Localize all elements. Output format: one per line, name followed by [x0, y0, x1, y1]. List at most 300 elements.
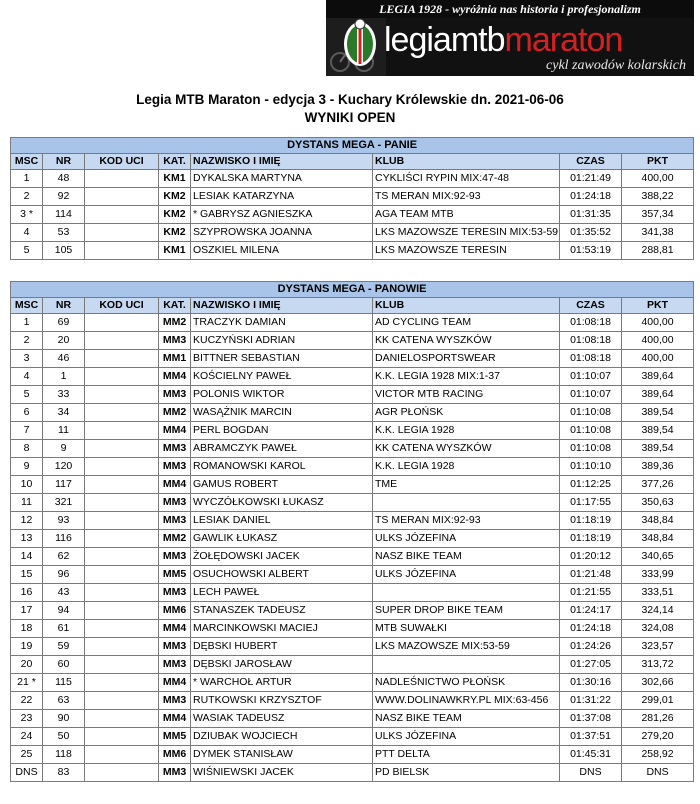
cell-msc: DNS — [11, 764, 43, 782]
cell-pkt: 389,36 — [622, 458, 694, 476]
cell-msc: 3 — [11, 350, 43, 368]
cell-name: WASIAK TADEUSZ — [191, 710, 373, 728]
cell-name: * WARCHOŁ ARTUR — [191, 674, 373, 692]
cell-czas: 01:24:17 — [560, 602, 622, 620]
column-header-klub: KLUB — [373, 298, 560, 314]
cell-czas: 01:45:31 — [560, 746, 622, 764]
cell-pkt: 400,00 — [622, 170, 694, 188]
cell-klub: K.K. LEGIA 1928 — [373, 458, 560, 476]
table-row — [11, 386, 694, 404]
cell-msc: 7 — [11, 422, 43, 440]
cell-msc: 24 — [11, 728, 43, 746]
cell-nr: 115 — [43, 674, 85, 692]
cell-czas: 01:12:25 — [560, 476, 622, 494]
cell-czas: 01:21:48 — [560, 566, 622, 584]
cell-msc: 5 — [11, 242, 43, 260]
cell-pkt: 281,26 — [622, 710, 694, 728]
cell-klub: MTB SUWAŁKI — [373, 620, 560, 638]
cell-name: DĘBSKI HUBERT — [191, 638, 373, 656]
table-row — [11, 620, 694, 638]
cell-nr: 93 — [43, 512, 85, 530]
table-row — [11, 530, 694, 548]
cell-kat: MM3 — [159, 548, 191, 566]
cell-name: DYKALSKA MARTYNA — [191, 170, 373, 188]
cell-kod — [85, 584, 159, 602]
cell-pkt: 350,63 — [622, 494, 694, 512]
column-header-pkt: PKT — [622, 154, 694, 170]
cell-klub — [373, 656, 560, 674]
cell-klub: NASZ BIKE TEAM — [373, 548, 560, 566]
cell-czas: 01:10:10 — [560, 458, 622, 476]
cell-nr: 33 — [43, 386, 85, 404]
cell-pkt: 400,00 — [622, 350, 694, 368]
cell-kod — [85, 674, 159, 692]
cell-msc: 13 — [11, 530, 43, 548]
cell-czas: 01:10:08 — [560, 404, 622, 422]
results-table-women — [10, 137, 694, 260]
column-header-kat: KAT. — [159, 298, 191, 314]
cell-pkt: 389,54 — [622, 440, 694, 458]
cell-msc: 22 — [11, 692, 43, 710]
cell-pkt: 333,51 — [622, 584, 694, 602]
cell-kod — [85, 746, 159, 764]
cell-pkt: 389,64 — [622, 368, 694, 386]
cell-msc: 14 — [11, 548, 43, 566]
cell-name: GAWLIK ŁUKASZ — [191, 530, 373, 548]
cell-czas: 01:10:08 — [560, 422, 622, 440]
cell-czas: 01:08:18 — [560, 332, 622, 350]
cell-kod — [85, 710, 159, 728]
cell-klub: NASZ BIKE TEAM — [373, 710, 560, 728]
cell-czas: 01:10:08 — [560, 440, 622, 458]
cell-czas: 01:37:51 — [560, 728, 622, 746]
cell-nr: 9 — [43, 440, 85, 458]
cell-msc: 20 — [11, 656, 43, 674]
cell-czas: 01:10:07 — [560, 386, 622, 404]
table-row — [11, 404, 694, 422]
cell-name: ROMANOWSKI KAROL — [191, 458, 373, 476]
cell-kod — [85, 602, 159, 620]
cell-klub: WWW.DOLINAWKRY.PL MIX:63-456 — [373, 692, 560, 710]
cell-msc: 25 — [11, 746, 43, 764]
cell-nr: 69 — [43, 314, 85, 332]
cell-nr: 83 — [43, 764, 85, 782]
cell-pkt: 258,92 — [622, 746, 694, 764]
section-title: DYSTANS MEGA - PANOWIE — [11, 282, 694, 298]
cell-czas: DNS — [560, 764, 622, 782]
cell-kat: MM3 — [159, 692, 191, 710]
cell-klub: KK CATENA WYSZKÓW — [373, 440, 560, 458]
cell-name: ABRAMCZYK PAWEŁ — [191, 440, 373, 458]
cell-nr: 321 — [43, 494, 85, 512]
table-row — [11, 710, 694, 728]
cell-kat: KM2 — [159, 188, 191, 206]
cell-kod — [85, 530, 159, 548]
cell-czas: 01:31:22 — [560, 692, 622, 710]
cell-nr: 94 — [43, 602, 85, 620]
cell-kat: MM6 — [159, 746, 191, 764]
cell-kat: MM3 — [159, 458, 191, 476]
cell-nr: 92 — [43, 188, 85, 206]
cell-nr: 53 — [43, 224, 85, 242]
cell-kod — [85, 512, 159, 530]
cell-msc: 11 — [11, 494, 43, 512]
cell-kat: KM1 — [159, 242, 191, 260]
cell-kod — [85, 386, 159, 404]
cell-czas: 01:08:18 — [560, 350, 622, 368]
cell-name: PERL BOGDAN — [191, 422, 373, 440]
cell-kod — [85, 638, 159, 656]
cell-msc: 19 — [11, 638, 43, 656]
cell-nr: 96 — [43, 566, 85, 584]
cell-pkt: 333,99 — [622, 566, 694, 584]
cell-klub: AGR PŁOŃSK — [373, 404, 560, 422]
cell-kat: MM4 — [159, 422, 191, 440]
table-row — [11, 368, 694, 386]
cell-name: OSZKIEL MILENA — [191, 242, 373, 260]
cell-kat: MM3 — [159, 584, 191, 602]
table-row — [11, 422, 694, 440]
cell-msc: 2 — [11, 332, 43, 350]
cell-pkt: 348,84 — [622, 530, 694, 548]
cell-klub: LKS MAZOWSZE MIX:53-59 — [373, 638, 560, 656]
cell-name: OSUCHOWSKI ALBERT — [191, 566, 373, 584]
table-row — [11, 314, 694, 332]
cell-czas: 01:10:07 — [560, 368, 622, 386]
cell-nr: 105 — [43, 242, 85, 260]
cell-msc: 8 — [11, 440, 43, 458]
cell-name: * GABRYSZ AGNIESZKA — [191, 206, 373, 224]
results-table-men — [10, 281, 694, 782]
cell-klub: TS MERAN MIX:92-93 — [373, 512, 560, 530]
cell-kod — [85, 206, 159, 224]
table-row — [11, 656, 694, 674]
cell-msc: 4 — [11, 224, 43, 242]
banner-tagline: LEGIA 1928 - wyróżnia nas historia i profesjonalizm — [379, 2, 641, 16]
cell-nr: 43 — [43, 584, 85, 602]
cell-klub: K.K. LEGIA 1928 MIX:1-37 — [373, 368, 560, 386]
cell-kat: MM6 — [159, 602, 191, 620]
cell-kod — [85, 476, 159, 494]
cell-kat: MM5 — [159, 566, 191, 584]
column-header-kat: KAT. — [159, 154, 191, 170]
cell-nr: 59 — [43, 638, 85, 656]
cell-kod — [85, 242, 159, 260]
cell-nr: 114 — [43, 206, 85, 224]
cell-kod — [85, 440, 159, 458]
cell-msc: 15 — [11, 566, 43, 584]
cell-msc: 5 — [11, 386, 43, 404]
cell-klub: LKS MAZOWSZE TERESIN — [373, 242, 560, 260]
cell-czas: 01:35:52 — [560, 224, 622, 242]
cell-pkt: 388,22 — [622, 188, 694, 206]
cell-klub — [373, 584, 560, 602]
cell-msc: 4 — [11, 368, 43, 386]
cell-czas: 01:21:55 — [560, 584, 622, 602]
cell-klub: AD CYCLING TEAM — [373, 314, 560, 332]
cell-msc: 6 — [11, 404, 43, 422]
cell-klub: ULKS JÓZEFINA — [373, 530, 560, 548]
cell-kod — [85, 188, 159, 206]
cell-klub: VICTOR MTB RACING — [373, 386, 560, 404]
cell-pkt: 288,81 — [622, 242, 694, 260]
cell-czas: 01:24:18 — [560, 620, 622, 638]
table-row — [11, 206, 694, 224]
cell-czas: 01:31:35 — [560, 206, 622, 224]
cell-kod — [85, 620, 159, 638]
table-row — [11, 224, 694, 242]
cell-czas: 01:24:18 — [560, 188, 622, 206]
cell-name: MARCINKOWSKI MACIEJ — [191, 620, 373, 638]
cell-nr: 90 — [43, 710, 85, 728]
cell-msc: 23 — [11, 710, 43, 728]
column-header-name: NAZWISKO I IMIĘ — [191, 298, 373, 314]
cell-kat: MM2 — [159, 314, 191, 332]
table-row — [11, 494, 694, 512]
cell-kod — [85, 656, 159, 674]
document-title: Legia MTB Maraton - edycja 3 - Kuchary Królewskie dn. 2021-06-06 — [136, 92, 564, 107]
cell-name: LECH PAWEŁ — [191, 584, 373, 602]
table-row — [11, 332, 694, 350]
cell-nr: 63 — [43, 692, 85, 710]
cell-name: TRACZYK DAMIAN — [191, 314, 373, 332]
cell-czas: 01:20:12 — [560, 548, 622, 566]
cell-kod — [85, 692, 159, 710]
cell-klub: TS MERAN MIX:92-93 — [373, 188, 560, 206]
cell-msc: 10 — [11, 476, 43, 494]
table-row — [11, 242, 694, 260]
cell-pkt: 341,38 — [622, 224, 694, 242]
cell-klub: K.K. LEGIA 1928 — [373, 422, 560, 440]
cell-kat: MM3 — [159, 332, 191, 350]
cell-pkt: 389,54 — [622, 404, 694, 422]
cell-msc: 18 — [11, 620, 43, 638]
cell-czas: 01:17:55 — [560, 494, 622, 512]
cell-pkt: 400,00 — [622, 314, 694, 332]
cell-name: KUCZYŃSKI ADRIAN — [191, 332, 373, 350]
cell-czas: 01:30:16 — [560, 674, 622, 692]
cell-kat: MM2 — [159, 530, 191, 548]
cell-kod — [85, 494, 159, 512]
cell-kod — [85, 566, 159, 584]
cell-msc: 16 — [11, 584, 43, 602]
cell-kat: KM2 — [159, 206, 191, 224]
cell-klub: PD BIELSK — [373, 764, 560, 782]
cell-kat: MM2 — [159, 404, 191, 422]
cell-pkt: 389,64 — [622, 386, 694, 404]
cell-pkt: 324,08 — [622, 620, 694, 638]
cell-czas: 01:18:19 — [560, 530, 622, 548]
cell-kat: MM4 — [159, 674, 191, 692]
cell-pkt: 324,14 — [622, 602, 694, 620]
cell-czas: 01:18:19 — [560, 512, 622, 530]
cell-kat: MM4 — [159, 710, 191, 728]
banner-subtitle: cykl zawodów kolarskich — [546, 58, 686, 73]
table-row — [11, 170, 694, 188]
cell-kat: MM3 — [159, 494, 191, 512]
cell-kod — [85, 764, 159, 782]
cell-nr: 62 — [43, 548, 85, 566]
cell-nr: 50 — [43, 728, 85, 746]
cell-czas: 01:24:26 — [560, 638, 622, 656]
section-title: DYSTANS MEGA - PANIE — [11, 138, 694, 154]
cell-kod — [85, 350, 159, 368]
cell-kat: MM3 — [159, 764, 191, 782]
cell-pkt: 313,72 — [622, 656, 694, 674]
cell-msc: 2 — [11, 188, 43, 206]
cell-pkt: 299,01 — [622, 692, 694, 710]
cell-klub: NADLEŚNICTWO PŁOŃSK — [373, 674, 560, 692]
cell-kat: MM3 — [159, 656, 191, 674]
cell-nr: 11 — [43, 422, 85, 440]
table-row — [11, 188, 694, 206]
cell-nr: 1 — [43, 368, 85, 386]
table-row — [11, 692, 694, 710]
cell-pkt: 357,34 — [622, 206, 694, 224]
cell-name: KOŚCIELNY PAWEŁ — [191, 368, 373, 386]
cell-name: SZYPROWSKA JOANNA — [191, 224, 373, 242]
cell-nr: 116 — [43, 530, 85, 548]
table-row — [11, 728, 694, 746]
cell-name: DYMEK STANISŁAW — [191, 746, 373, 764]
column-header-kod: KOD UCI — [85, 154, 159, 170]
column-header-czas: CZAS — [560, 298, 622, 314]
cell-kod — [85, 548, 159, 566]
cell-klub: KK CATENA WYSZKÓW — [373, 332, 560, 350]
cell-msc: 21 * — [11, 674, 43, 692]
table-row — [11, 566, 694, 584]
cell-kod — [85, 170, 159, 188]
table-row — [11, 638, 694, 656]
cell-klub: ULKS JÓZEFINA — [373, 566, 560, 584]
cell-pkt: 389,54 — [622, 422, 694, 440]
cell-pkt: 348,84 — [622, 512, 694, 530]
cell-kat: MM4 — [159, 368, 191, 386]
header-banner — [326, 0, 694, 76]
cell-czas: 01:21:49 — [560, 170, 622, 188]
cell-czas: 01:08:18 — [560, 314, 622, 332]
cell-klub: CYKLIŚCI RYPIN MIX:47-48 — [373, 170, 560, 188]
cell-name: WYCZÓŁKOWSKI ŁUKASZ — [191, 494, 373, 512]
cell-kod — [85, 404, 159, 422]
column-headers — [11, 298, 694, 314]
cell-name: DZIUBAK WOJCIECH — [191, 728, 373, 746]
cell-nr: 34 — [43, 404, 85, 422]
cell-klub: TME — [373, 476, 560, 494]
cell-pkt: 377,26 — [622, 476, 694, 494]
column-header-czas: CZAS — [560, 154, 622, 170]
table-row — [11, 746, 694, 764]
cell-kat: KM1 — [159, 170, 191, 188]
cell-klub: SUPER DROP BIKE TEAM — [373, 602, 560, 620]
table-row — [11, 512, 694, 530]
column-header-nr: NR — [43, 298, 85, 314]
cell-kod — [85, 332, 159, 350]
cell-kat: MM3 — [159, 386, 191, 404]
table-row — [11, 548, 694, 566]
cell-kat: MM5 — [159, 728, 191, 746]
cell-name: WIŚNIEWSKI JACEK — [191, 764, 373, 782]
cell-name: POLONIS WIKTOR — [191, 386, 373, 404]
cell-kat: MM3 — [159, 440, 191, 458]
cell-name: BITTNER SEBASTIAN — [191, 350, 373, 368]
cell-pkt: 279,20 — [622, 728, 694, 746]
cell-kat: MM4 — [159, 476, 191, 494]
cell-klub: ULKS JÓZEFINA — [373, 728, 560, 746]
cell-name: STANASZEK TADEUSZ — [191, 602, 373, 620]
column-header-name: NAZWISKO I IMIĘ — [191, 154, 373, 170]
column-header-kod: KOD UCI — [85, 298, 159, 314]
column-headers — [11, 154, 694, 170]
cell-nr: 118 — [43, 746, 85, 764]
cell-name: DĘBSKI JAROSŁAW — [191, 656, 373, 674]
cell-klub: AGA TEAM MTB — [373, 206, 560, 224]
cell-msc: 17 — [11, 602, 43, 620]
cell-czas: 01:37:08 — [560, 710, 622, 728]
cell-nr: 120 — [43, 458, 85, 476]
column-header-msc: MSC — [11, 298, 43, 314]
cell-name: LESIAK DANIEL — [191, 512, 373, 530]
table-row — [11, 584, 694, 602]
table-row — [11, 458, 694, 476]
cell-kod — [85, 314, 159, 332]
cell-kat: MM4 — [159, 620, 191, 638]
cell-pkt: 340,65 — [622, 548, 694, 566]
cell-name: LESIAK KATARZYNA — [191, 188, 373, 206]
cell-msc: 9 — [11, 458, 43, 476]
column-header-msc: MSC — [11, 154, 43, 170]
table-row — [11, 674, 694, 692]
cell-kat: MM1 — [159, 350, 191, 368]
cell-klub — [373, 494, 560, 512]
cell-msc: 1 — [11, 314, 43, 332]
cell-klub: PTT DELTA — [373, 746, 560, 764]
cell-msc: 1 — [11, 170, 43, 188]
logo-wordmark: legiamtbmaraton — [384, 21, 623, 59]
cell-pkt: DNS — [622, 764, 694, 782]
cell-pkt: 323,57 — [622, 638, 694, 656]
cell-nr: 46 — [43, 350, 85, 368]
table-row — [11, 476, 694, 494]
cell-pkt: 302,66 — [622, 674, 694, 692]
cell-kod — [85, 728, 159, 746]
cell-name: ŻOŁĘDOWSKI JACEK — [191, 548, 373, 566]
cell-nr: 61 — [43, 620, 85, 638]
document-subtitle: WYNIKI OPEN — [304, 110, 396, 125]
cell-klub: DANIELOSPORTSWEAR — [373, 350, 560, 368]
cell-nr: 20 — [43, 332, 85, 350]
cell-name: WASĄŻNIK MARCIN — [191, 404, 373, 422]
cell-kat: MM3 — [159, 512, 191, 530]
table-row — [11, 602, 694, 620]
cell-kod — [85, 368, 159, 386]
cell-kod — [85, 224, 159, 242]
column-header-klub: KLUB — [373, 154, 560, 170]
cell-czas: 01:53:19 — [560, 242, 622, 260]
cell-name: GAMUS ROBERT — [191, 476, 373, 494]
cell-nr: 117 — [43, 476, 85, 494]
cell-kod — [85, 422, 159, 440]
cell-msc: 12 — [11, 512, 43, 530]
table-row — [11, 350, 694, 368]
table-row — [11, 440, 694, 458]
cell-kod — [85, 458, 159, 476]
cell-name: RUTKOWSKI KRZYSZTOF — [191, 692, 373, 710]
cell-msc: 3 * — [11, 206, 43, 224]
column-header-nr: NR — [43, 154, 85, 170]
cell-kat: KM2 — [159, 224, 191, 242]
cell-czas: 01:27:05 — [560, 656, 622, 674]
